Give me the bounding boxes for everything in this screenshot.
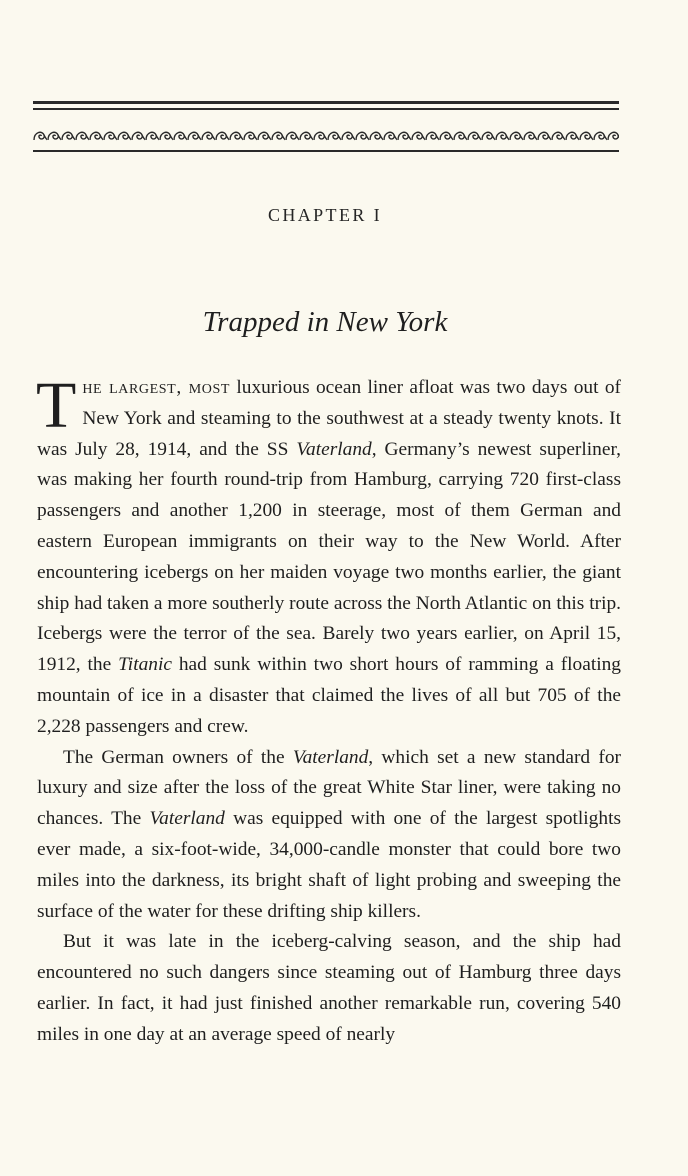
lead-in-small-caps: he largest, most: [82, 377, 231, 398]
ship-name-italic: Vaterland: [292, 746, 369, 768]
ship-name-italic: Titanic: [118, 654, 172, 676]
p2-segment: The German owners of the: [63, 746, 293, 768]
ship-name-italic: Vaterland: [296, 438, 372, 460]
top-double-rule-lower: [33, 108, 619, 110]
body-text: [36, 369, 622, 1051]
p3-segment: But it was late in the iceberg-calving season, and the ship had encountered no such dangers since steaming out of Hamburg three days earlier. In fact, it had just finished another remarkable run, covering 540 miles in one day at an average speed of nearly: [37, 931, 621, 1045]
chapter-title: Trapped in New York: [202, 306, 448, 338]
p1-segment: had sunk within two short hours of ramming a floating mountain of ice in a disaster that claimed the lives of all but 705 of the 2,228 passengers and crew.: [37, 654, 622, 737]
p1-segment: luxurious ocean liner afloat was two days out of New York and steaming to the southwest at a steady twenty knots. It was July 28, 1914, and the SS: [37, 377, 622, 460]
p2-segment: was equipped with one of the largest spotlights ever made, a six-foot-wide, 34,000-candle monster that could bore two miles into the darkness, its bright shaft of light probing and sweeping the surface of the water for these drifting ship killers.: [37, 808, 621, 922]
paragraph-2: [37, 743, 621, 928]
paragraph-1: [36, 369, 622, 743]
p1-segment: , Germany’s newest superliner, was making her fourth round-trip from Hamburg, carrying 720 first-class passengers and another 1,200 in steerage, most of them German and eastern European immigrants on their way to the New World. After encountering icebergs on her maiden voyage two months earlier, the giant ship had taken a more southerly route across the North Atlantic on this trip. Icebergs were the terror of the sea. Barely two years earlier, on April 15, 1912, the: [37, 438, 621, 676]
paragraph-3: [37, 927, 621, 1050]
ship-name-italic: Vaterland: [149, 808, 225, 830]
chapter-label: CHAPTER I: [267, 205, 383, 225]
ornament-bottom-rule: [33, 150, 619, 152]
drop-cap: T: [36, 369, 77, 442]
p2-segment: , which set a new standard for luxury and size after the loss of the great White Star liner, were taking no chances. The: [37, 746, 622, 830]
wave-scroll-border-icon: [33, 127, 619, 145]
top-double-rule-upper: [33, 101, 619, 104]
